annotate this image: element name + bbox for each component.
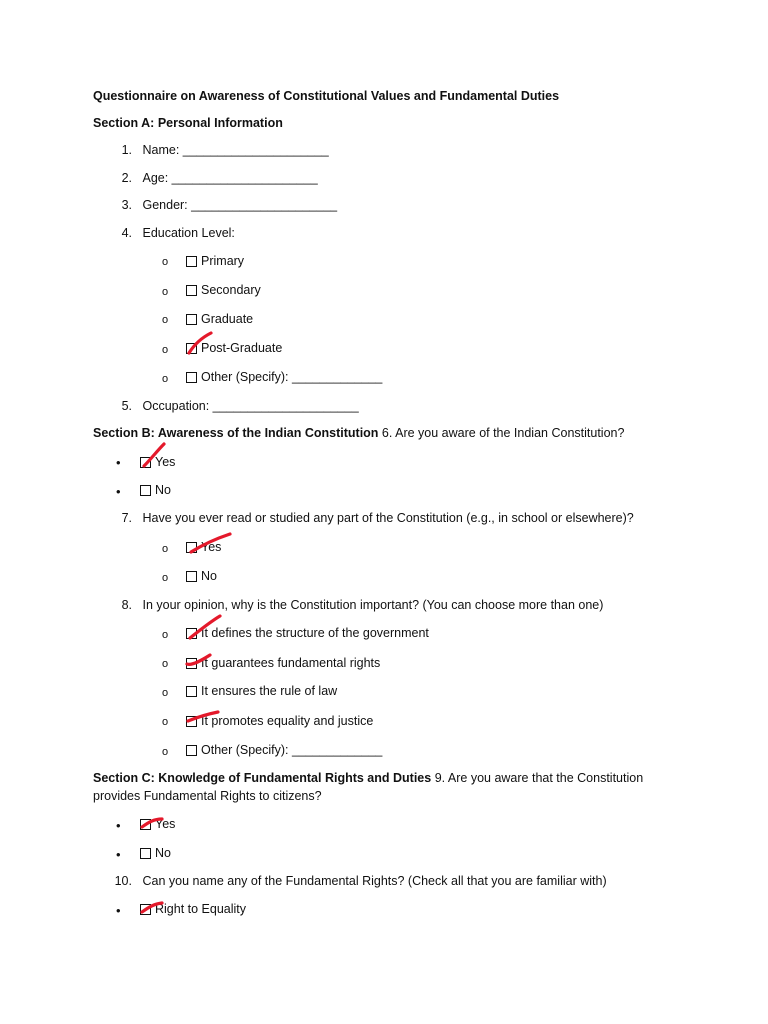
red-check-mark-icon <box>140 440 170 470</box>
checkbox[interactable] <box>186 686 197 697</box>
q6-option-no[interactable] <box>140 483 171 498</box>
checkbox[interactable] <box>186 285 197 296</box>
option-label: Other (Specify): _____________ <box>201 743 383 757</box>
option-label: Yes <box>201 540 222 554</box>
bullet-icon: • <box>116 484 121 499</box>
q8-option-rights[interactable] <box>186 656 380 671</box>
checkbox[interactable] <box>140 848 151 859</box>
section-b-line <box>93 426 624 441</box>
checkbox[interactable] <box>186 372 197 383</box>
question-number: 3. <box>121 198 132 212</box>
section-c-line <box>93 771 643 786</box>
option-label: It ensures the rule of law <box>201 684 338 698</box>
circle-bullet-icon: o <box>162 716 169 728</box>
circle-bullet-icon: o <box>162 572 169 584</box>
red-check-mark-icon <box>186 530 236 556</box>
bullet-icon: • <box>116 847 121 862</box>
bullet-icon: • <box>116 903 121 918</box>
red-check-mark-icon <box>186 612 226 642</box>
question-9-text-cont: provides Fundamental Rights to citizens? <box>93 789 322 803</box>
option-label: It guarantees fundamental rights <box>201 656 381 670</box>
checkbox[interactable] <box>186 745 197 756</box>
option-label: No <box>201 569 217 583</box>
question-number: 5. <box>121 399 132 413</box>
q9-option-no[interactable] <box>140 846 171 861</box>
question-number: 10. <box>114 874 132 888</box>
option-label: Graduate <box>201 312 254 326</box>
question-1 <box>110 143 329 158</box>
question-text[interactable]: Name: _____________________ <box>142 143 329 157</box>
question-5 <box>110 399 359 414</box>
option-label: No <box>155 483 171 497</box>
q8-option-rule-of-law[interactable] <box>186 684 337 699</box>
circle-bullet-icon: o <box>162 314 169 326</box>
red-check-mark-icon <box>184 708 224 726</box>
bullet-icon: • <box>116 455 121 470</box>
circle-bullet-icon: o <box>162 344 169 356</box>
red-check-mark-icon <box>138 814 168 832</box>
red-check-mark-icon <box>184 650 214 672</box>
question-6-text: 6. Are you aware of the Indian Constitution? <box>378 426 625 440</box>
question-text: In your opinion, why is the Constitution important? (You can choose more than one) <box>142 598 604 612</box>
option-label: Post-Graduate <box>201 341 283 355</box>
q8-option-other[interactable] <box>186 743 382 758</box>
checkbox[interactable] <box>186 314 197 325</box>
option-label: Yes <box>155 455 176 469</box>
option-label: No <box>155 846 171 860</box>
question-text[interactable]: Occupation: _____________________ <box>142 399 359 413</box>
question-3 <box>110 198 337 213</box>
circle-bullet-icon: o <box>162 658 169 670</box>
circle-bullet-icon: o <box>162 286 169 298</box>
circle-bullet-icon: o <box>162 629 169 641</box>
question-number: 2. <box>121 171 132 185</box>
question-number: 1. <box>121 143 132 157</box>
question-text[interactable]: Gender: _____________________ <box>142 198 338 212</box>
question-text: Education Level: <box>142 226 235 240</box>
question-9-text: 9. Are you aware that the Constitution <box>431 771 644 785</box>
question-text[interactable]: Age: _____________________ <box>142 171 318 185</box>
section-b-heading: Section B: Awareness of the Indian Constitution <box>93 426 379 440</box>
circle-bullet-icon: o <box>162 543 169 555</box>
section-a-heading: Section A: Personal Information <box>93 116 283 130</box>
circle-bullet-icon: o <box>162 746 169 758</box>
circle-bullet-icon: o <box>162 256 169 268</box>
option-label: Secondary <box>201 283 261 297</box>
document-title: Questionnaire on Awareness of Constitutional Values and Fundamental Duties <box>93 89 560 103</box>
question-7 <box>110 511 634 526</box>
bullet-icon: • <box>116 818 121 833</box>
question-10 <box>110 874 607 889</box>
circle-bullet-icon: o <box>162 687 169 699</box>
option-label: Yes <box>155 817 176 831</box>
section-c-heading: Section C: Knowledge of Fundamental Rights and Duties <box>93 771 432 785</box>
question-number: 4. <box>121 226 132 240</box>
question-8 <box>110 598 603 613</box>
question-text: Have you ever read or studied any part of the Constitution (e.g., in school or elsewhere)? <box>142 511 634 525</box>
red-check-mark-icon <box>186 330 216 356</box>
checkbox[interactable] <box>140 485 151 496</box>
option-label: It defines the structure of the government <box>201 626 429 640</box>
question-number: 7. <box>121 511 132 525</box>
red-check-mark-icon <box>138 898 168 916</box>
circle-bullet-icon: o <box>162 373 169 385</box>
question-2 <box>110 171 318 186</box>
option-label: It promotes equality and justice <box>201 714 374 728</box>
checkbox[interactable] <box>186 571 197 582</box>
edu-option-graduate[interactable] <box>186 312 253 327</box>
edu-option-other[interactable] <box>186 370 382 385</box>
option-label: Right to Equality <box>155 902 247 916</box>
question-text: Can you name any of the Fundamental Rights? (Check all that you are familiar with) <box>142 874 607 888</box>
option-label: Primary <box>201 254 245 268</box>
edu-option-secondary[interactable] <box>186 283 261 298</box>
question-4 <box>110 226 235 241</box>
checkbox[interactable] <box>186 256 197 267</box>
question-number: 8. <box>121 598 132 612</box>
q7-option-no[interactable] <box>186 569 217 584</box>
option-label: Other (Specify): _____________ <box>201 370 383 384</box>
edu-option-primary[interactable] <box>186 254 244 269</box>
